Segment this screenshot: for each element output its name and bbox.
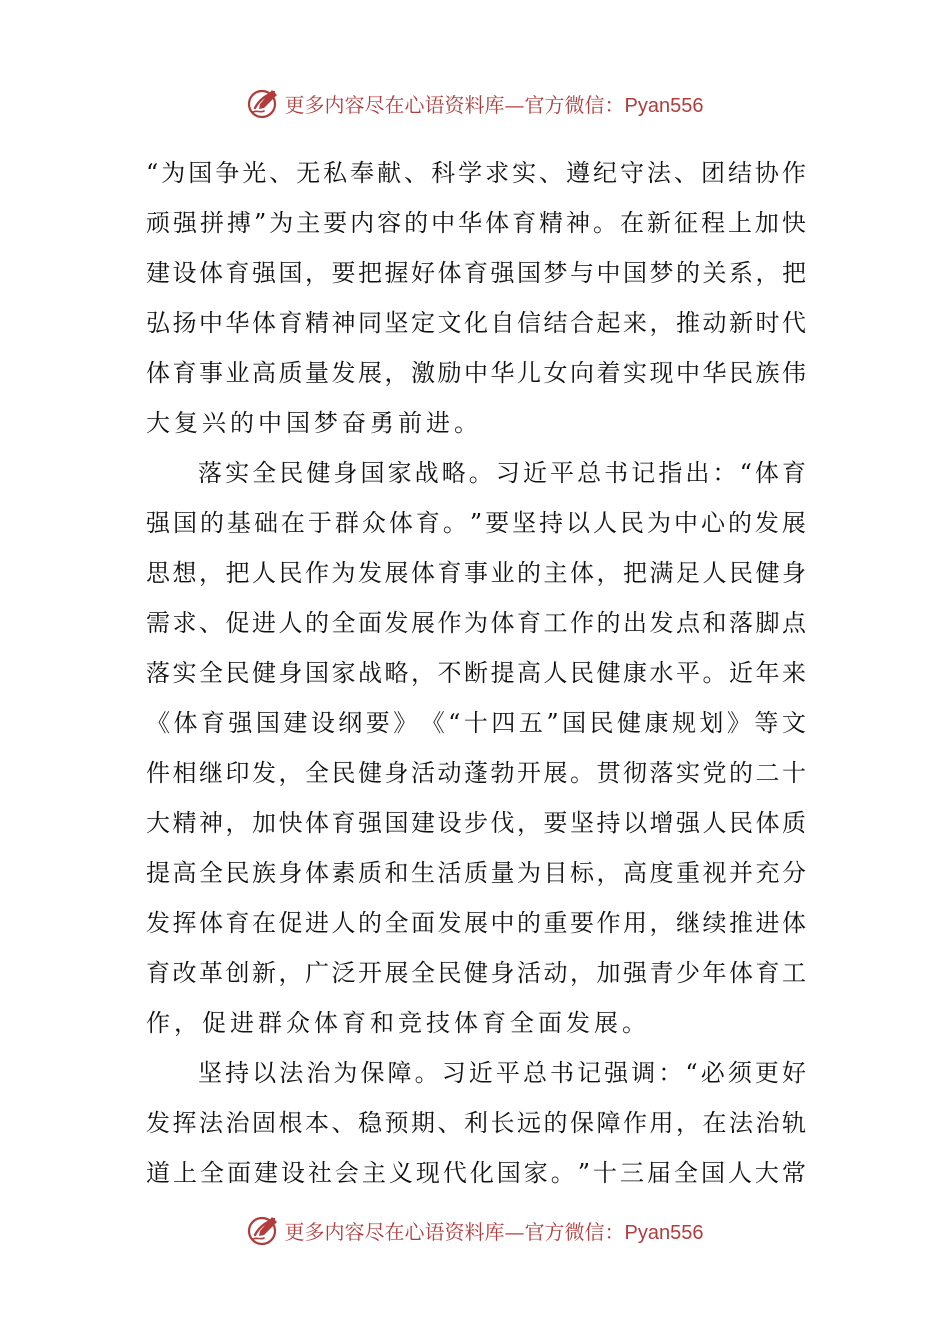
footer-banner-label: 更多内容尽在心语资料库—官方微信： [284, 1219, 625, 1244]
footer-wechat-id: Pyan556 [624, 1221, 704, 1244]
text-line: 大复兴的中国梦奋勇前进。 [146, 409, 482, 437]
text-line: 作，促进群众体育和竞技体育全面发展。 [146, 1009, 650, 1037]
header-wechat-id: Pyan556 [624, 94, 704, 117]
pen-logo-icon [247, 86, 281, 120]
text-lines [146, 148, 806, 1198]
header-banner-text [285, 89, 704, 118]
text-line: “ 为 国 争 光 、 无 私 奉 献 、 科 学 求 实 、 遵 纪 守 法 、 团 结 协 作 [146, 159, 806, 187]
text-line: 弘 扬 中 华 体 育 精 神 同 坚 定 文 化 自 信 结 合 起 来 ， 推 动 新 时 代 [146, 309, 806, 337]
text-line: 落 实 全 民 健 身 国 家 战 略 。 习 近 平 总 书 记 指 出 ： “ 体 育 [198, 459, 806, 487]
text-line: 建 设 体 育 强 国 ， 要 把 握 好 体 育 强 国 梦 与 中 国 梦 的 关 系 ， 把 [146, 259, 806, 287]
text-line: 大 精 神 ， 加 快 体 育 强 国 建 设 步 伐 ， 要 坚 持 以 增 强 人 民 体 质 [146, 809, 806, 837]
text-line: 发 挥 体 育 在 促 进 人 的 全 面 发 展 中 的 重 要 作 用 ， 继 续 推 进 体 [146, 909, 806, 937]
text-line: 道 上 全 面 建 设 社 会 主 义 现 代 化 国 家 。 ” 十 三 届 全 国 人 大 常 [146, 1159, 806, 1187]
footer-banner [0, 1210, 950, 1250]
pen-logo-icon [247, 1213, 281, 1247]
header-banner [0, 83, 950, 123]
footer-banner-inner [247, 1213, 704, 1247]
header-banner-label: 更多内容尽在心语资料库—官方微信： [284, 92, 625, 117]
header-banner-inner [247, 86, 704, 120]
text-line: 落 实 全 民 健 身 国 家 战 略 ， 不 断 提 高 人 民 健 康 水 平 。 近 年 来 [146, 659, 806, 687]
text-line: 顽 强 拼 搏 ” 为 主 要 内 容 的 中 华 体 育 精 神 。 在 新 征 程 上 加 快 [146, 209, 806, 237]
footer-banner-text [285, 1216, 704, 1245]
text-line: 坚 持 以 法 治 为 保 障 。 习 近 平 总 书 记 强 调 ： “ 必 须 更 好 [198, 1059, 806, 1087]
document-body [146, 148, 806, 1198]
text-line: 提 高 全 民 族 身 体 素 质 和 生 活 质 量 为 目 标 ， 高 度 重 视 并 充 分 [146, 859, 806, 887]
text-line: 强 国 的 基 础 在 于 群 众 体 育 。 ” 要 坚 持 以 人 民 为 中 心 的 发 展 [146, 509, 806, 537]
text-line: 需 求 、 促 进 人 的 全 面 发 展 作 为 体 育 工 作 的 出 发 点 和 落 脚 点 [146, 609, 806, 637]
text-line: 思 想 ， 把 人 民 作 为 发 展 体 育 事 业 的 主 体 ， 把 满 足 人 民 健 身 [146, 559, 806, 587]
text-line: 育 改 革 创 新 ， 广 泛 开 展 全 民 健 身 活 动 ， 加 强 青 少 年 体 育 工 [146, 959, 806, 987]
text-line: 发 挥 法 治 固 根 本 、 稳 预 期 、 利 长 远 的 保 障 作 用 ， 在 法 治 轨 [146, 1109, 806, 1137]
text-line: 件 相 继 印 发 ， 全 民 健 身 活 动 蓬 勃 开 展 。 贯 彻 落 实 党 的 二 十 [146, 759, 806, 787]
text-line: 体 育 事 业 高 质 量 发 展 ， 激 励 中 华 儿 女 向 着 实 现 中 华 民 族 伟 [146, 359, 806, 387]
text-line: 《 体 育 强 国 建 设 纲 要 》 《 “ 十 四 五 ” 国 民 健 康 规 划 》 等 文 [146, 709, 806, 737]
